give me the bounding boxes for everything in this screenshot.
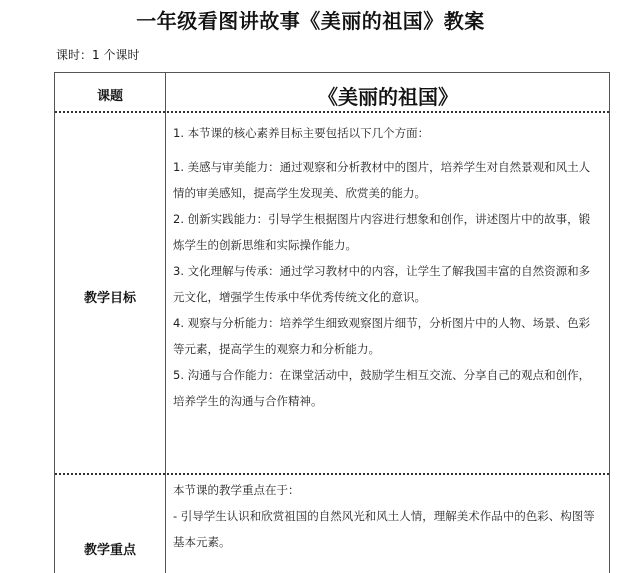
objectives-content — [173, 120, 599, 414]
document-title: 一年级看图讲故事《美丽的祖国》教案 — [136, 9, 485, 33]
key-points-content — [173, 477, 599, 555]
row-divider — [55, 111, 609, 113]
objective-item: 2. 创新实践能力：引导学生根据图片内容进行想象和创作，讲述图片中的故事，锻炼学生的创新思维和实际操作能力。 — [173, 212, 591, 252]
objective-item: 5. 沟通与合作能力：在课堂活动中，鼓励学生相互交流、分享自己的观点和创作，培养学生的沟通与合作精神。 — [173, 368, 591, 408]
topic-title: 《美丽的祖国》 — [318, 85, 458, 109]
key-points-label: 教学重点 — [83, 543, 136, 558]
objective-item: 3. 文化理解与传承：通过学习教材中的内容，让学生了解我国丰富的自然资源和多元文化，增强学生传承中华优秀传统文化的意识。 — [173, 264, 591, 304]
objective-item: 1. 美感与审美能力：通过观察和分析教材中的图片，培养学生对自然景观和风土人情的审美感知，提高学生发现美、欣赏美的能力。 — [173, 160, 591, 200]
key-point-item: - 引导学生认识和欣赏祖国的自然风光和风土人情，理解美术作品中的色彩、构图等基本元素。 — [173, 509, 595, 549]
objectives-label: 教学目标 — [83, 291, 136, 306]
row-divider — [55, 473, 609, 475]
topic-label: 课题 — [96, 89, 123, 104]
key-points-intro: 本节课的教学重点在于： — [173, 483, 300, 497]
lesson-plan-table — [54, 72, 610, 573]
column-divider — [165, 73, 166, 573]
objective-item: 4. 观察与分析能力：培养学生细致观察图片细节，分析图片中的人物、场景、色彩等元素，提高学生的观察力和分析能力。 — [173, 316, 591, 356]
objectives-intro: 1. 本节课的核心素养目标主要包括以下几个方面： — [173, 126, 430, 140]
class-hours: 课时：1 个课时 — [56, 48, 140, 62]
